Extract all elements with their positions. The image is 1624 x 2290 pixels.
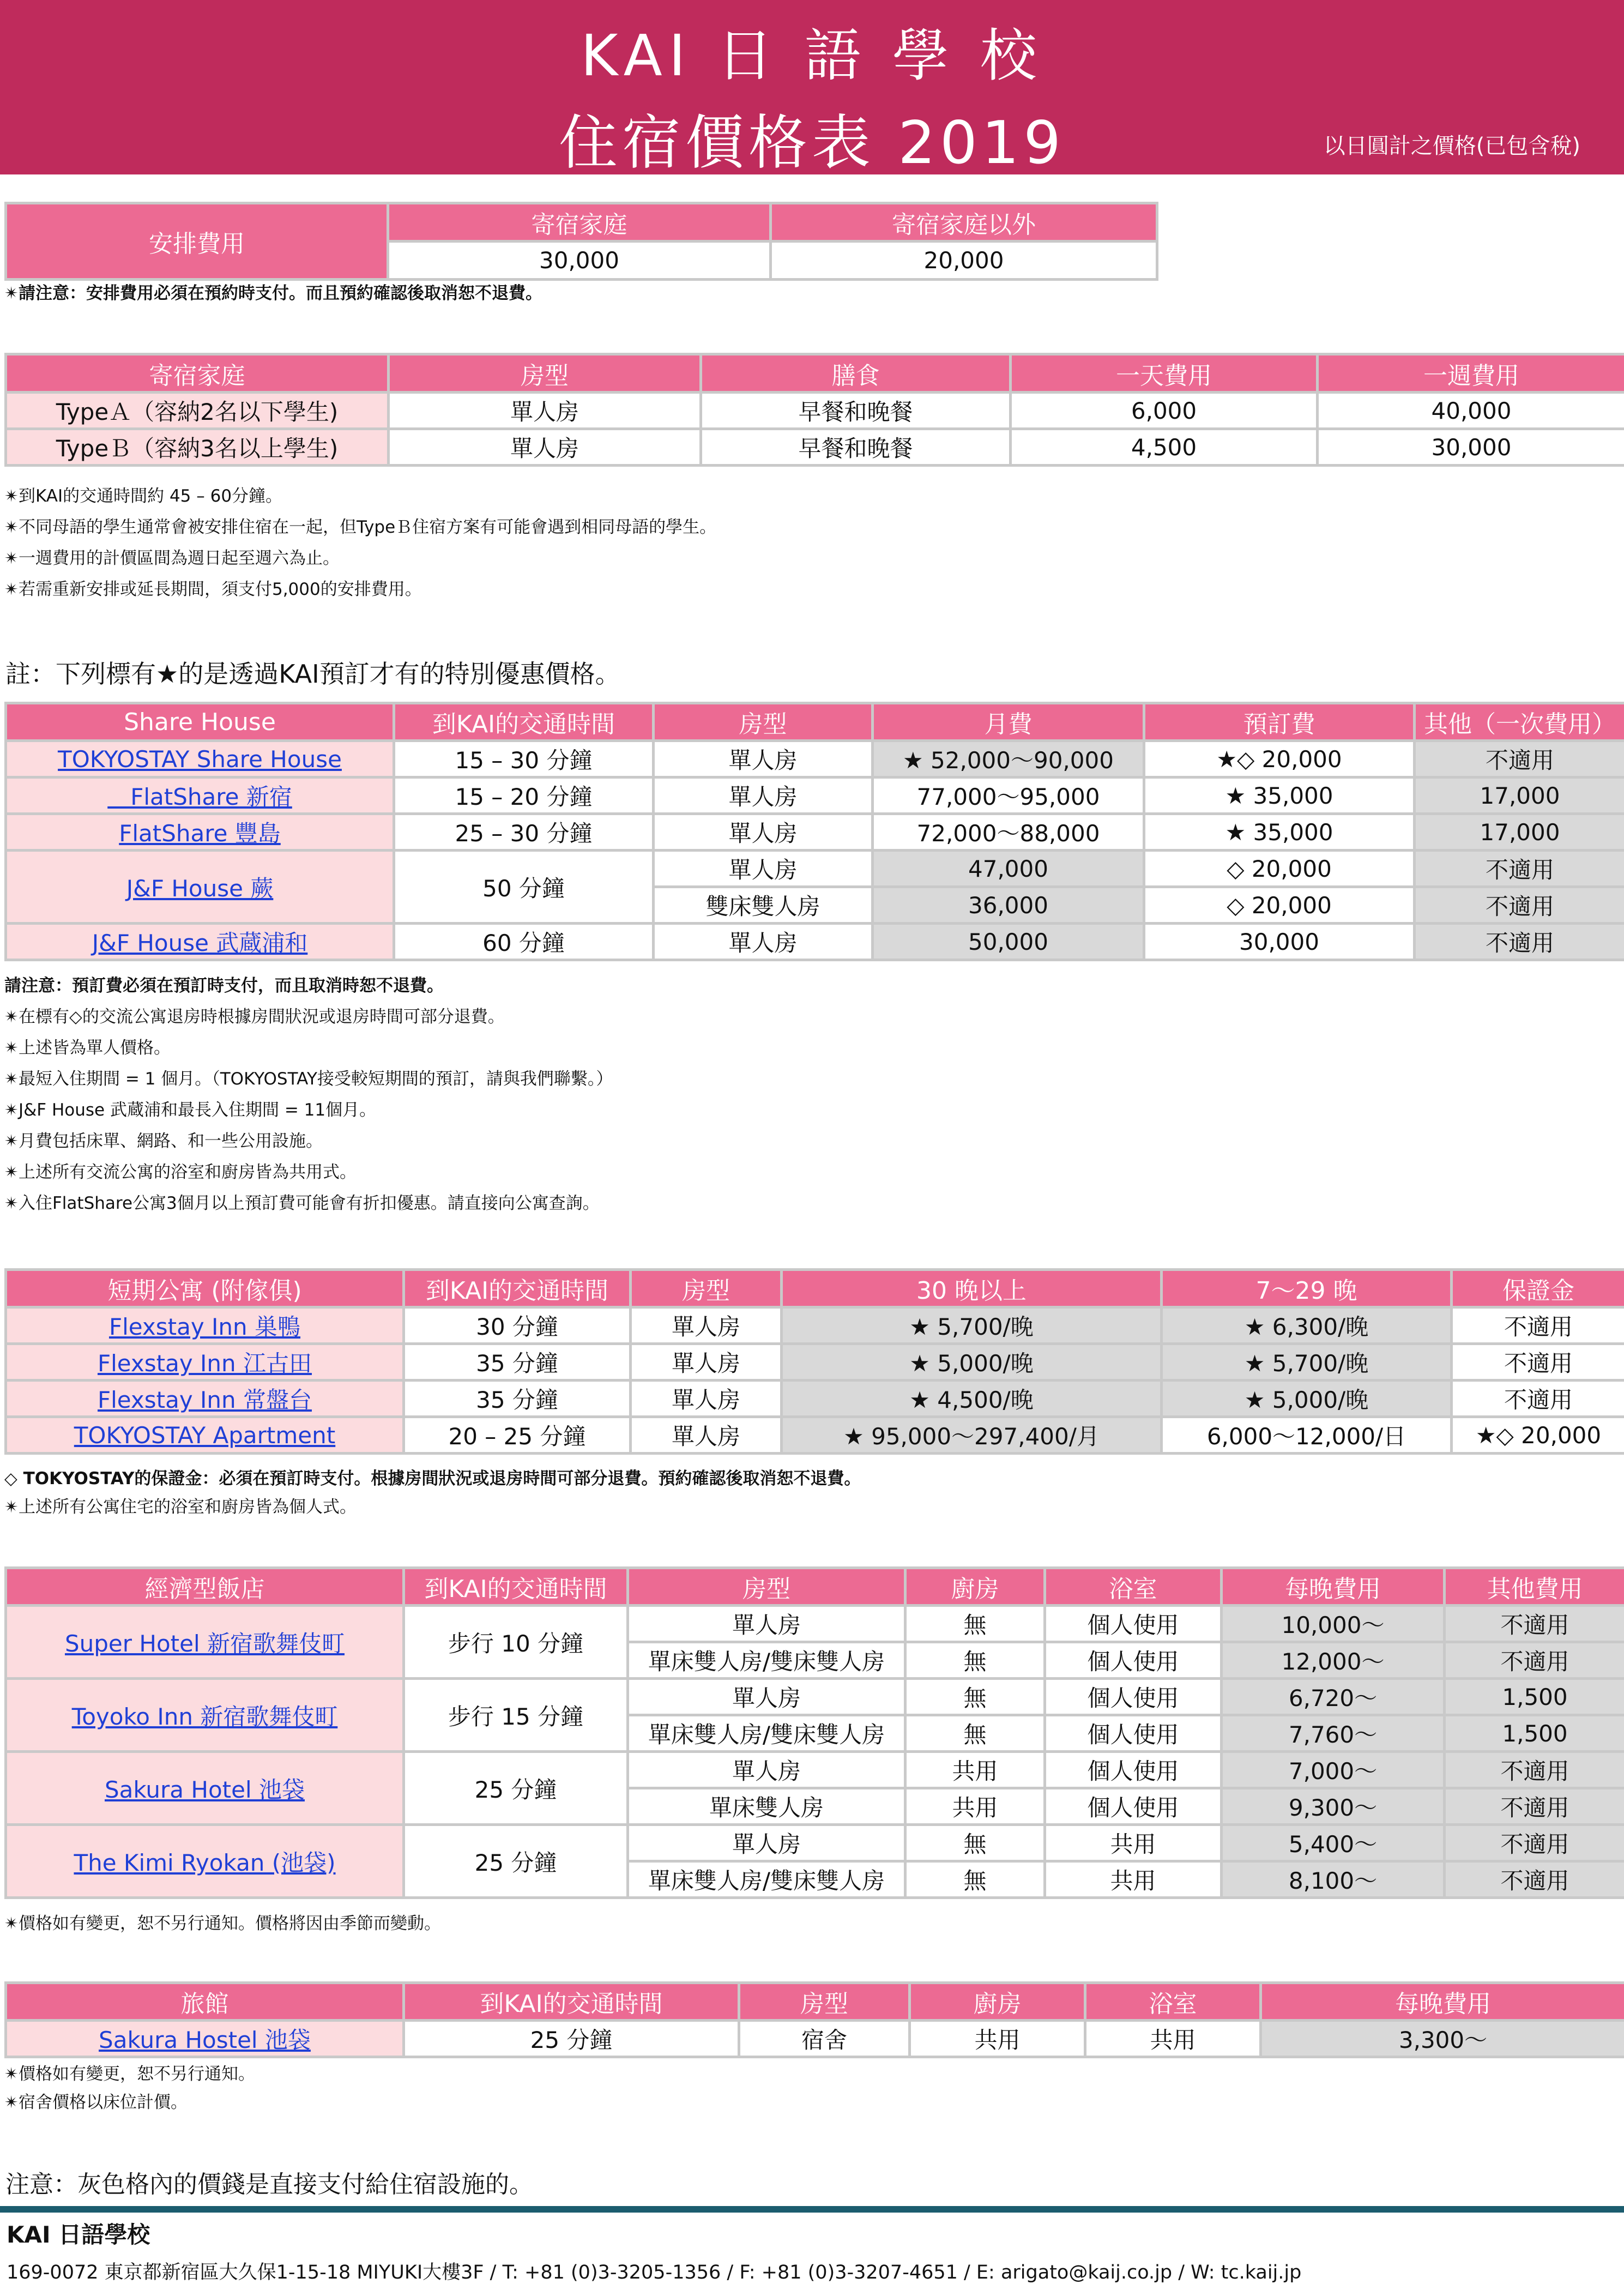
other-fee: 不適用 [1415, 924, 1624, 960]
short-header-4: 7〜29 晚 [1162, 1270, 1452, 1307]
page-title: 住宿價格表 2019 [558, 109, 1066, 177]
note-line: ✴若需重新安排或延長期間，須支付5,000的安排費用。 [4, 580, 422, 599]
table-row [6, 924, 1624, 960]
homestay-type: TypeＢ（容納3名以上學生) [6, 429, 389, 466]
travel-time: 20 – 25 分鐘 [404, 1417, 631, 1454]
weekly-fee: 40,000 [1318, 393, 1624, 429]
note-line: ✴價格如有變更，恕不另行通知。價格將因由季節而變動。 [4, 1914, 441, 1933]
table-row [6, 1679, 1624, 1715]
nightly-fee: 8,100〜 [1222, 1861, 1445, 1898]
travel-time: 25 分鐘 [404, 1825, 628, 1898]
col-other: 寄宿家庭以外 [771, 203, 1157, 242]
note-line: ✴上述所有公寓住宅的浴室和廚房皆為個人式。 [4, 1497, 357, 1517]
share-house-link[interactable]: J&F House 蕨 [126, 875, 274, 902]
long-stay-price: ★ 95,000〜297,400/月 [782, 1417, 1162, 1454]
footer-divider [0, 2206, 1624, 2213]
mid-stay-price: 6,000〜12,000/日 [1162, 1417, 1452, 1454]
other-fee: 不適用 [1445, 1752, 1624, 1788]
room-type: 單人房 [654, 741, 873, 778]
room-type: 單人房 [389, 429, 701, 466]
apartment-link[interactable]: TOKYOSTAY Apartment [74, 1421, 336, 1449]
hostel-header-3: 廚房 [910, 1983, 1085, 2021]
short-header-5: 保證金 [1452, 1270, 1624, 1307]
kitchen: 無 [905, 1642, 1045, 1679]
table-row [6, 1307, 1624, 1344]
hostel-notes [4, 2060, 255, 2117]
kitchen: 無 [905, 1606, 1045, 1642]
room-type: 雙床雙人房 [654, 887, 873, 924]
other-fee: 不適用 [1415, 741, 1624, 778]
booking-fee: 30,000 [1144, 924, 1415, 960]
travel-time: 35 分鐘 [404, 1344, 631, 1381]
short-header-1: 到KAI的交通時間 [404, 1270, 631, 1307]
hotel-link[interactable]: Sakura Hotel 池袋 [104, 1776, 305, 1803]
note-line: ✴在標有◇的交流公寓退房時根據房間狀況或退房時間可部分退費。 [4, 1007, 505, 1027]
other-fee: 不適用 [1415, 887, 1624, 924]
share-house-table [4, 702, 1624, 961]
note-line: ✴入住FlatShare公寓3個月以上預訂費可能會有折扣優惠。請直接向公寓查詢。 [4, 1194, 600, 1213]
room-type: 單人房 [628, 1606, 905, 1642]
long-stay-price: ★ 5,700/晚 [782, 1307, 1162, 1344]
hotel-header-2: 房型 [628, 1568, 905, 1606]
kitchen: 無 [905, 1679, 1045, 1715]
bathroom: 個人使用 [1045, 1606, 1222, 1642]
homestay-header-0: 寄宿家庭 [6, 354, 389, 393]
nightly-fee: 6,720〜 [1222, 1679, 1445, 1715]
travel-time: 30 分鐘 [404, 1307, 631, 1344]
share-header-4: 預訂費 [1144, 703, 1415, 741]
hotel-link[interactable]: Toyoko Inn 新宿歌舞伎町 [71, 1703, 338, 1730]
hotel-header-1: 到KAI的交通時間 [404, 1568, 628, 1606]
short-header-3: 30 晚以上 [782, 1270, 1162, 1307]
travel-time: 25 – 30 分鐘 [394, 814, 654, 851]
monthly-fee: 47,000 [873, 851, 1144, 887]
travel-time: 25 分鐘 [404, 2021, 739, 2057]
nightly-fee: 7,760〜 [1222, 1715, 1445, 1752]
arrangement-label: 安排費用 [6, 203, 388, 280]
hostel-table [4, 1981, 1624, 2058]
share-header-3: 月費 [873, 703, 1144, 741]
apartment-link[interactable]: Flexstay Inn 江古田 [97, 1350, 312, 1377]
other-fee: 17,000 [1415, 814, 1624, 851]
apartment-link[interactable]: Flexstay Inn 巣鴨 [108, 1313, 301, 1340]
kitchen: 無 [905, 1861, 1045, 1898]
table-row [6, 851, 1624, 887]
kitchen: 共用 [905, 1788, 1045, 1825]
footer-address: 169-0072 東京都新宿區大久保1-15-18 MIYUKI大樓3F / T: +81 (0)3-3205-1356 / F: +81 (0)3-3207-4651 / E: arigato@kaij.co.jp / W: tc.kaij.jp [7, 2262, 1302, 2283]
room-type: 宿舍 [739, 2021, 910, 2057]
gray-cell-note: 注意：灰色格內的價錢是直接支付給住宿設施的。 [5, 2171, 533, 2198]
hotel-table [4, 1566, 1624, 1899]
room-type: 單人房 [628, 1752, 905, 1788]
table-row [6, 393, 1624, 429]
hotel-link[interactable]: Super Hotel 新宿歌舞伎町 [64, 1630, 345, 1657]
bathroom: 個人使用 [1045, 1715, 1222, 1752]
nightly-fee: 12,000〜 [1222, 1642, 1445, 1679]
table-row [6, 2021, 1624, 2057]
booking-fee: ◇ 20,000 [1144, 887, 1415, 924]
travel-time: 15 – 30 分鐘 [394, 741, 654, 778]
mid-stay-price: ★ 5,700/晚 [1162, 1344, 1452, 1381]
share-house-link[interactable]: FlatShare 豐島 [119, 820, 281, 847]
fee-other: 20,000 [771, 242, 1157, 280]
room-type: 單人房 [654, 778, 873, 814]
share-house-notes [4, 971, 613, 1219]
other-fee: 17,000 [1415, 778, 1624, 814]
short-term-table [4, 1268, 1624, 1455]
note-line: 請注意：預訂費必須在預訂時支付，而且取消時恕不退費。 [4, 976, 444, 996]
mid-stay-price: ★ 5,000/晚 [1162, 1381, 1452, 1417]
bathroom: 共用 [1085, 2021, 1261, 2057]
table-row [6, 1752, 1624, 1788]
other-fee: 1,500 [1445, 1715, 1624, 1752]
travel-time: 25 分鐘 [404, 1752, 628, 1825]
page-header [0, 0, 1624, 177]
share-header-1: 到KAI的交通時間 [394, 703, 654, 741]
homestay-header-1: 房型 [389, 354, 701, 393]
special-price-announcement: 註：下列標有★的是透過KAI預訂才有的特別優惠價格。 [5, 659, 620, 689]
booking-fee: ★ 35,000 [1144, 778, 1415, 814]
bathroom: 個人使用 [1045, 1788, 1222, 1825]
table-row [6, 1344, 1624, 1381]
note-line: ✴一週費用的計價區間為週日起至週六為止。 [4, 549, 340, 568]
room-type: 單人房 [631, 1381, 782, 1417]
kitchen: 無 [905, 1825, 1045, 1861]
bathroom: 個人使用 [1045, 1752, 1222, 1788]
tax-note: 以日圓計之價格(已包含稅) [1323, 134, 1580, 159]
room-type: 單人房 [628, 1825, 905, 1861]
nightly-fee: 3,300〜 [1261, 2021, 1624, 2057]
room-type: 單人房 [628, 1679, 905, 1715]
deposit: 不適用 [1452, 1381, 1624, 1417]
deposit: 不適用 [1452, 1344, 1624, 1381]
note-line: ◇ TOKYOSTAY的保證金：必須在預訂時支付。根據房間狀況或退房時間可部分退費。預約確認後取消恕不退費。 [4, 1469, 861, 1488]
homestay-notes [4, 481, 716, 605]
nightly-fee: 5,400〜 [1222, 1825, 1445, 1861]
share-header-2: 房型 [654, 703, 873, 741]
room-type: 單人房 [654, 924, 873, 960]
table-row [6, 1417, 1624, 1454]
nightly-fee: 10,000〜 [1222, 1606, 1445, 1642]
fee-homestay: 30,000 [388, 242, 771, 280]
note-line: ✴價格如有變更，恕不另行通知。 [4, 2064, 255, 2084]
kitchen: 共用 [910, 2021, 1085, 2057]
note-line: ✴月費包括床單、網路、和一些公用設施。 [4, 1131, 323, 1151]
monthly-fee: 77,000〜95,000 [873, 778, 1144, 814]
deposit: ★◇ 20,000 [1452, 1417, 1624, 1454]
homestay-header-2: 膳食 [701, 354, 1011, 393]
bathroom: 個人使用 [1045, 1642, 1222, 1679]
hostel-header-4: 浴室 [1085, 1983, 1261, 2021]
monthly-fee: ★ 52,000〜90,000 [873, 741, 1144, 778]
hostel-link[interactable]: Sakura Hostel 池袋 [99, 2027, 311, 2053]
bathroom: 共用 [1045, 1825, 1222, 1861]
room-type: 單床雙人房 [628, 1788, 905, 1825]
hotel-header-0: 經濟型飯店 [6, 1568, 404, 1606]
share-house-link[interactable]: FlatShare 新宿 [107, 784, 292, 810]
monthly-fee: 50,000 [873, 924, 1144, 960]
room-type: 單人房 [654, 851, 873, 887]
note-line: ✴宿舍價格以床位計價。 [4, 2093, 188, 2112]
table-row [6, 1381, 1624, 1417]
travel-time: 60 分鐘 [394, 924, 654, 960]
monthly-fee: 72,000〜88,000 [873, 814, 1144, 851]
other-fee: 不適用 [1445, 1825, 1624, 1861]
travel-time: 50 分鐘 [394, 851, 654, 924]
homestay-type: TypeＡ（容納2名以下學生) [6, 393, 389, 429]
note-line: ✴不同母語的學生通常會被安排住宿在一起，但TypeＢ住宿方案有可能會遇到相同母語的學生。 [4, 517, 717, 537]
hostel-header-1: 到KAI的交通時間 [404, 1983, 739, 2021]
travel-time: 15 – 20 分鐘 [394, 778, 654, 814]
other-fee: 不適用 [1445, 1788, 1624, 1825]
other-fee: 不適用 [1445, 1861, 1624, 1898]
daily-fee: 6,000 [1011, 393, 1318, 429]
room-type: 單床雙人房/雙床雙人房 [628, 1861, 905, 1898]
homestay-header-3: 一天費用 [1011, 354, 1318, 393]
hostel-header-0: 旅館 [6, 1983, 404, 2021]
bathroom: 個人使用 [1045, 1679, 1222, 1715]
hotel-header-3: 廚房 [905, 1568, 1045, 1606]
travel-time: 步行 10 分鐘 [404, 1606, 628, 1679]
hotel-link[interactable]: The Kimi Ryokan (池袋) [74, 1849, 336, 1876]
weekly-fee: 30,000 [1318, 429, 1624, 466]
table-row [6, 814, 1624, 851]
note-line: ✴J&F House 武蔵浦和最長入住期間 = 11個月。 [4, 1100, 377, 1120]
table-row [6, 1606, 1624, 1642]
hotel-header-5: 每晚費用 [1222, 1568, 1445, 1606]
booking-fee: ★ 35,000 [1144, 814, 1415, 851]
monthly-fee: 36,000 [873, 887, 1144, 924]
other-fee: 不適用 [1445, 1606, 1624, 1642]
apartment-link[interactable]: Flexstay Inn 常盤台 [97, 1387, 312, 1413]
note-line: ✴上述所有交流公寓的浴室和廚房皆為共用式。 [4, 1162, 357, 1182]
homestay-header-4: 一週費用 [1318, 354, 1624, 393]
share-house-link[interactable]: J&F House 武蔵浦和 [92, 930, 308, 956]
table-row [6, 1825, 1624, 1861]
nightly-fee: 7,000〜 [1222, 1752, 1445, 1788]
meals: 早餐和晚餐 [701, 393, 1011, 429]
deposit: 不適用 [1452, 1307, 1624, 1344]
short-header-0: 短期公寓 (附傢俱) [6, 1270, 404, 1307]
col-homestay: 寄宿家庭 [388, 203, 771, 242]
mid-stay-price: ★ 6,300/晚 [1162, 1307, 1452, 1344]
arrangement-note: ✴請注意：安排費用必須在預約時支付。而且預約確認後取消恕不退費。 [4, 284, 542, 303]
table-row [6, 778, 1624, 814]
table-row [6, 741, 1624, 778]
daily-fee: 4,500 [1011, 429, 1318, 466]
room-type: 單人房 [654, 814, 873, 851]
room-type: 單人房 [631, 1344, 782, 1381]
bathroom: 共用 [1045, 1861, 1222, 1898]
room-type: 單人房 [631, 1417, 782, 1454]
room-type: 單人房 [631, 1307, 782, 1344]
long-stay-price: ★ 5,000/晚 [782, 1344, 1162, 1381]
hostel-header-2: 房型 [739, 1983, 910, 2021]
travel-time: 35 分鐘 [404, 1381, 631, 1417]
nightly-fee: 9,300〜 [1222, 1788, 1445, 1825]
booking-fee: ★◇ 20,000 [1144, 741, 1415, 778]
short-header-2: 房型 [631, 1270, 782, 1307]
room-type: 單床雙人房/雙床雙人房 [628, 1715, 905, 1752]
meals: 早餐和晚餐 [701, 429, 1011, 466]
arrangement-fee-table [4, 202, 1158, 281]
booking-fee: ◇ 20,000 [1144, 851, 1415, 887]
travel-time: 步行 15 分鐘 [404, 1679, 628, 1752]
hotel-header-6: 其他費用 [1445, 1568, 1624, 1606]
kitchen: 無 [905, 1715, 1045, 1752]
room-type: 單人房 [389, 393, 701, 429]
other-fee: 不適用 [1445, 1642, 1624, 1679]
note-line: ✴上述皆為單人價格。 [4, 1038, 171, 1058]
note-line: ✴到KAI的交通時間約 45 – 60分鐘。 [4, 486, 283, 506]
school-name: KAI 日 語 學 校 [581, 22, 1043, 89]
long-stay-price: ★ 4,500/晚 [782, 1381, 1162, 1417]
other-fee: 不適用 [1415, 851, 1624, 887]
room-type: 單床雙人房/雙床雙人房 [628, 1642, 905, 1679]
hostel-header-5: 每晚費用 [1261, 1983, 1624, 2021]
table-row [6, 429, 1624, 466]
homestay-table [4, 353, 1624, 467]
share-header-5: 其他（一次費用） [1415, 703, 1624, 741]
other-fee: 1,500 [1445, 1679, 1624, 1715]
footer-school-name: KAI 日語學校 [7, 2221, 150, 2248]
hotel-header-4: 浴室 [1045, 1568, 1222, 1606]
share-header-0: Share House [6, 703, 394, 741]
hotel-notes [4, 1908, 441, 1939]
short-term-notes [4, 1465, 861, 1521]
note-line: ✴最短入住期間 = 1 個月。（TOKYOSTAY接受較短期間的預訂，請與我們聯繫。） [4, 1069, 613, 1089]
kitchen: 共用 [905, 1752, 1045, 1788]
share-house-link[interactable]: TOKYOSTAY Share House [58, 745, 342, 773]
